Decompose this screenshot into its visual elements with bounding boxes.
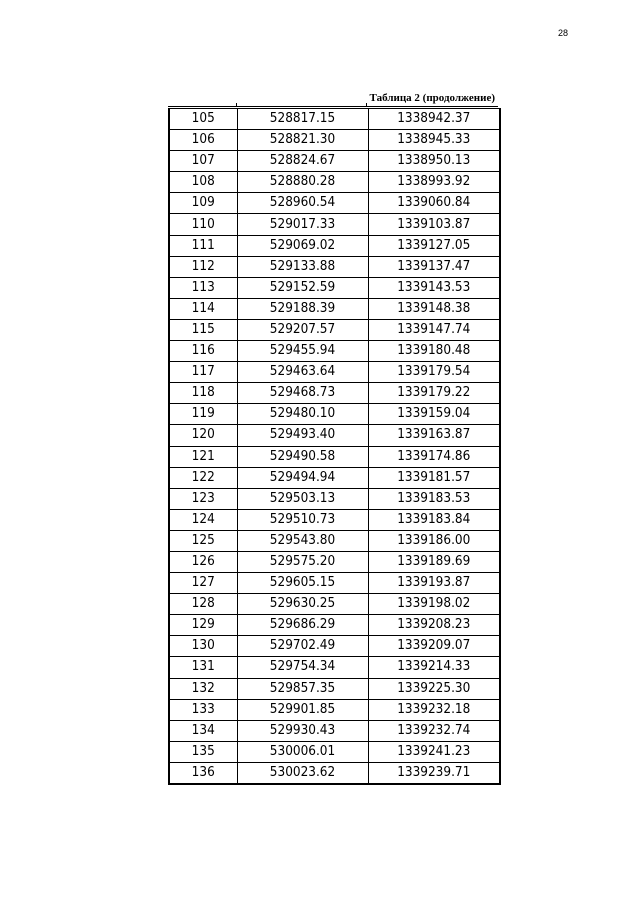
table-row [169,256,500,277]
x-coordinate-cell: 528880.28 [242,172,364,193]
x-coordinate-cell: 528817.15 [242,109,364,130]
y-coordinate-cell: 1339209.07 [373,636,496,657]
table-row [169,404,500,425]
table-row [169,741,500,762]
y-coordinate-cell: 1339181.57 [373,467,496,488]
point-number-cell: 119 [171,404,234,425]
coordinates-table-body [169,109,500,785]
x-coordinate-cell: 529493.40 [242,425,364,446]
table-row [169,509,500,530]
point-number-cell: 121 [171,446,234,467]
point-number-cell: 105 [171,109,234,130]
y-coordinate-cell: 1338993.92 [373,172,496,193]
table-top-rule [168,106,498,107]
y-coordinate-cell: 1339214.33 [373,657,496,678]
point-number-cell: 127 [171,573,234,594]
point-number-cell: 110 [171,214,234,235]
y-coordinate-cell: 1339147.74 [373,319,496,340]
x-coordinate-cell: 529510.73 [242,509,364,530]
y-coordinate-cell: 1339180.48 [373,341,496,362]
point-number-cell: 122 [171,467,234,488]
y-coordinate-cell: 1339193.87 [373,573,496,594]
table-row [169,298,500,319]
y-coordinate-cell: 1339183.53 [373,488,496,509]
y-coordinate-cell: 1339137.47 [373,256,496,277]
table-row [169,762,500,784]
y-coordinate-cell: 1339232.18 [373,699,496,720]
point-number-cell: 120 [171,425,234,446]
point-number-cell: 136 [171,762,234,784]
table-row [169,678,500,699]
point-number-cell: 124 [171,509,234,530]
x-coordinate-cell: 529901.85 [242,699,364,720]
point-number-cell: 135 [171,741,234,762]
point-number-cell: 133 [171,699,234,720]
table-row [169,172,500,193]
x-coordinate-cell: 529133.88 [242,256,364,277]
point-number-cell: 123 [171,488,234,509]
table-row [169,151,500,172]
point-number-cell: 116 [171,341,234,362]
x-coordinate-cell: 528824.67 [242,151,364,172]
table-row [169,467,500,488]
table-row [169,425,500,446]
x-coordinate-cell: 529630.25 [242,594,364,615]
table-row [169,699,500,720]
x-coordinate-cell: 529754.34 [242,657,364,678]
point-number-cell: 111 [171,235,234,256]
table-row [169,530,500,551]
y-coordinate-cell: 1339159.04 [373,404,496,425]
point-number-cell: 132 [171,678,234,699]
point-number-cell: 134 [171,720,234,741]
table-row [169,130,500,151]
x-coordinate-cell: 529207.57 [242,319,364,340]
y-coordinate-cell: 1339183.84 [373,509,496,530]
table-row [169,488,500,509]
table-row [169,277,500,298]
x-coordinate-cell: 529575.20 [242,551,364,572]
point-number-cell: 130 [171,636,234,657]
point-number-cell: 114 [171,298,234,319]
x-coordinate-cell: 529686.29 [242,615,364,636]
table-row [169,193,500,214]
x-coordinate-cell: 529494.94 [242,467,364,488]
point-number-cell: 112 [171,256,234,277]
point-number-cell: 113 [171,277,234,298]
x-coordinate-cell: 529017.33 [242,214,364,235]
point-number-cell: 126 [171,551,234,572]
x-coordinate-cell: 529503.13 [242,488,364,509]
x-coordinate-cell: 529463.64 [242,362,364,383]
table-row [169,109,500,130]
y-coordinate-cell: 1339179.54 [373,362,496,383]
table-row [169,214,500,235]
y-coordinate-cell: 1338942.37 [373,109,496,130]
table-row [169,573,500,594]
y-coordinate-cell: 1339163.87 [373,425,496,446]
y-coordinate-cell: 1339198.02 [373,594,496,615]
y-coordinate-cell: 1338950.13 [373,151,496,172]
point-number-cell: 109 [171,193,234,214]
table-row [169,319,500,340]
y-coordinate-cell: 1339174.86 [373,446,496,467]
column-divider-tick [366,103,367,107]
y-coordinate-cell: 1339060.84 [373,193,496,214]
table-row [169,594,500,615]
y-coordinate-cell: 1338945.33 [373,130,496,151]
y-coordinate-cell: 1339103.87 [373,214,496,235]
y-coordinate-cell: 1339232.74 [373,720,496,741]
point-number-cell: 131 [171,657,234,678]
x-coordinate-cell: 529468.73 [242,383,364,404]
x-coordinate-cell: 530006.01 [242,741,364,762]
x-coordinate-cell: 529490.58 [242,446,364,467]
coordinates-table [168,108,501,785]
point-number-cell: 108 [171,172,234,193]
table-row [169,551,500,572]
y-coordinate-cell: 1339143.53 [373,277,496,298]
table-row [169,235,500,256]
y-coordinate-cell: 1339179.22 [373,383,496,404]
x-coordinate-cell: 529455.94 [242,341,364,362]
y-coordinate-cell: 1339186.00 [373,530,496,551]
x-coordinate-cell: 529930.43 [242,720,364,741]
table-row [169,362,500,383]
x-coordinate-cell: 528821.30 [242,130,364,151]
y-coordinate-cell: 1339127.05 [373,235,496,256]
x-coordinate-cell: 529857.35 [242,678,364,699]
table-row [169,657,500,678]
y-coordinate-cell: 1339189.69 [373,551,496,572]
point-number-cell: 129 [171,615,234,636]
table-row [169,446,500,467]
y-coordinate-cell: 1339239.71 [373,762,496,784]
x-coordinate-cell: 529605.15 [242,573,364,594]
point-number-cell: 106 [171,130,234,151]
x-coordinate-cell: 529702.49 [242,636,364,657]
page-number: 28 [557,28,568,38]
x-coordinate-cell: 530023.62 [242,762,364,784]
y-coordinate-cell: 1339241.23 [373,741,496,762]
table-row [169,615,500,636]
point-number-cell: 117 [171,362,234,383]
y-coordinate-cell: 1339208.23 [373,615,496,636]
point-number-cell: 115 [171,319,234,340]
y-coordinate-cell: 1339148.38 [373,298,496,319]
table-caption: Таблица 2 (продолжение) [369,92,495,104]
y-coordinate-cell: 1339225.30 [373,678,496,699]
table-row [169,383,500,404]
x-coordinate-cell: 529543.80 [242,530,364,551]
point-number-cell: 128 [171,594,234,615]
point-number-cell: 107 [171,151,234,172]
column-divider-tick [236,103,237,107]
x-coordinate-cell: 529069.02 [242,235,364,256]
table-row [169,341,500,362]
x-coordinate-cell: 529188.39 [242,298,364,319]
x-coordinate-cell: 529152.59 [242,277,364,298]
point-number-cell: 118 [171,383,234,404]
table-row [169,636,500,657]
x-coordinate-cell: 529480.10 [242,404,364,425]
x-coordinate-cell: 528960.54 [242,193,364,214]
point-number-cell: 125 [171,530,234,551]
table-row [169,720,500,741]
